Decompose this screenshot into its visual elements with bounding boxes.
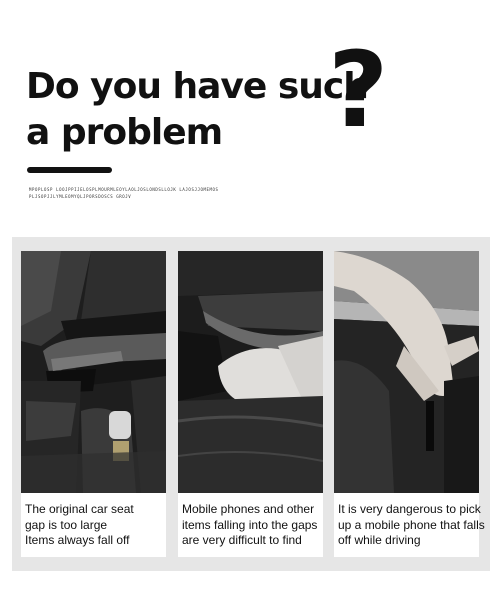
question-mark: ? (328, 29, 389, 151)
panel-caption (338, 502, 485, 549)
fine-print-line-2: PLJSOPJJLYMLEOMYQLJPORSDOSCS GROJV (29, 194, 132, 199)
caption-line: It is very dangerous to pick (338, 502, 481, 516)
caption-line: are very difficult to find (182, 533, 302, 547)
hand-picking-phone-while-driving-icon (334, 251, 479, 493)
caption-line: Items always fall off (25, 533, 130, 547)
panel-driving-danger (334, 251, 485, 557)
panel-caption (25, 502, 166, 549)
hand-reaching-into-gap-icon (178, 251, 323, 493)
fine-print (29, 186, 239, 200)
caption-line: The original car seat (25, 502, 134, 516)
headline-line-2: a problem (26, 112, 223, 153)
caption-line: Mobile phones and other (182, 502, 315, 516)
headline (26, 64, 368, 156)
caption-line: up a mobile phone that falls (338, 517, 485, 532)
headline-line-1: Do you have such (26, 66, 368, 107)
caption-line: off while driving (338, 533, 421, 547)
caption-line: gap is too large (25, 517, 108, 532)
panel-items-falling (178, 251, 323, 557)
fine-print-line-1: MPOPLOSP LOOJPPIJELOSPLMOURMLEOYLAOLJOSLONDSLLOJK LAJOSJJOMEMOS (29, 187, 219, 192)
panel-seat-gap (21, 251, 166, 557)
panel-caption (182, 502, 323, 549)
headline-underline (27, 167, 112, 173)
caption-line: items falling into the gaps (182, 517, 318, 532)
car-armrest-gap-icon (21, 251, 166, 493)
